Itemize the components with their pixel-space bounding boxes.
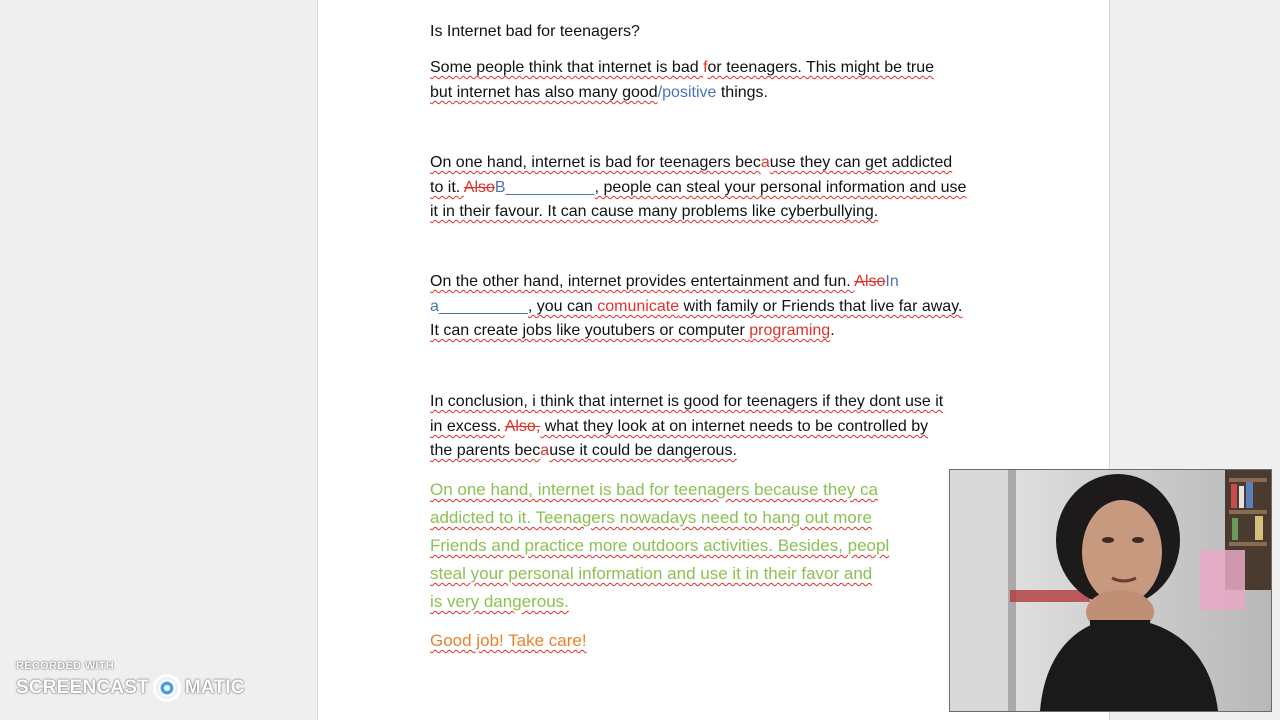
- webcam-overlay[interactable]: [949, 469, 1272, 712]
- deleted-text: Also,: [504, 418, 541, 435]
- p3-line-3: the parents because it could be dangerous.: [430, 442, 737, 459]
- p2-line-2: a__________, you can comunicate with family or Friends that live far away.: [430, 298, 963, 315]
- deleted-text: Also: [854, 273, 886, 290]
- feedback-line-1: On one hand, internet is bad for teenagers because they ca: [430, 480, 878, 499]
- feedback-line-4: steal your personal information and use it in their favor and: [430, 564, 873, 583]
- watermark-brand-right: MATIC: [184, 677, 245, 698]
- closing-remark: Good job! Take care!: [430, 631, 587, 650]
- inserted-text: In: [885, 273, 899, 290]
- feedback-line-2: addicted to it. Teenagers nowadays need to hang out more: [430, 508, 872, 527]
- p2-line-1: On the other hand, internet provides entertainment and fun. AlsoIn: [430, 273, 899, 290]
- feedback-line-3: Friends and practice more outdoors activities. Besides, peopl: [430, 536, 890, 555]
- watermark-brand: [16, 674, 245, 702]
- watermark-brand-left: SCREENCAST: [16, 677, 149, 698]
- intro-line-2: but internet has also many good/positive things.: [430, 84, 768, 101]
- p1-line-3: it in their favour. It can cause many problems like cyberbullying.: [430, 203, 879, 220]
- fill-in-blank: a__________: [430, 298, 528, 315]
- p2-line-3: It can create jobs like youtubers or computer programing.: [430, 322, 835, 339]
- feedback-line-5: is very dangerous.: [430, 592, 569, 611]
- deleted-text: Also: [463, 179, 495, 196]
- p3-line-2: in excess. Also, what they look at on internet needs to be controlled by: [430, 418, 929, 435]
- intro-line-1: Some people think that internet is bad for teenagers. This might be true: [430, 59, 935, 76]
- document-title: Is Internet bad for teenagers?: [430, 23, 640, 40]
- screencast-logo-icon: [153, 674, 181, 702]
- p1-line-2: to it. AlsoB__________, people can steal your personal information and use: [430, 179, 967, 196]
- watermark-recorded-with: RECORDED WITH: [16, 660, 115, 672]
- fill-in-blank: B__________: [494, 179, 595, 196]
- inserted-text: /positive: [657, 84, 717, 101]
- p1-line-1: On one hand, internet is bad for teenagers because they can get addicted: [430, 154, 953, 171]
- screencast-watermark: [16, 660, 245, 702]
- webcam-presenter-image: [950, 470, 1271, 711]
- p3-line-1: In conclusion, i think that internet is good for teenagers if they dont use it: [430, 393, 944, 410]
